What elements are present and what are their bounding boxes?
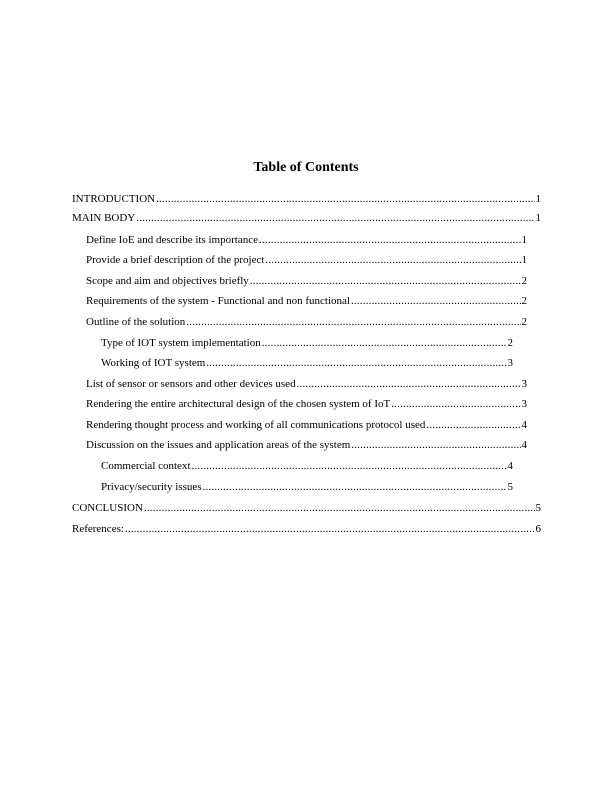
toc-page-number: 4 [507,460,513,472]
toc-entry-text: Define IoE and describe its importance [86,234,258,246]
toc-entry-sensors-list[interactable] [86,377,527,391]
toc-page-number: 1 [535,212,541,224]
toc-entry-scope-aim[interactable] [86,274,527,288]
toc-page-number: 5 [507,481,513,493]
toc-entry-references[interactable] [72,522,541,536]
toc-entry-privacy-security[interactable] [101,480,513,494]
dot-leader [192,459,507,473]
dot-leader [125,522,535,536]
toc-entry-text: List of sensor or sensors and other devices used [86,378,296,390]
toc-page-number: 1 [535,193,541,205]
toc-title: Table of Contents [253,160,359,175]
toc-page-number: 2 [521,295,527,307]
toc-page-number: 2 [521,316,527,328]
toc-entry-text: Rendering the entire architectural design of the chosen system of IoT [86,398,391,410]
toc-entry-conclusion[interactable] [72,501,541,515]
dot-leader [203,480,507,494]
toc-entry-text: INTRODUCTION [72,193,156,205]
toc-entry-text: Type of IOT system implementation [101,337,261,349]
toc-page-number: 2 [507,337,513,349]
dot-leader [351,294,521,308]
dot-leader [351,438,520,452]
toc-entry-text: CONCLUSION [72,502,143,514]
toc-entry-text: Requirements of the system - Functional and non functional [86,295,350,307]
toc-page-number: 6 [535,523,541,535]
toc-entry-text: Commercial context [101,460,191,472]
toc-entry-issues-applications[interactable] [86,438,527,452]
toc-entry-architectural-design[interactable] [86,397,527,411]
dot-leader [426,418,520,432]
toc-entry-commercial-context[interactable] [101,459,513,473]
toc-entry-requirements[interactable] [86,294,527,308]
toc-entry-define-ioe[interactable] [86,233,527,247]
toc-page-number: 4 [521,419,527,431]
toc-entry-text: Working of IOT system [101,357,206,369]
toc-entry-iot-implementation[interactable] [101,336,513,350]
dot-leader [250,274,521,288]
toc-page-number: 4 [521,439,527,451]
toc-page-number: 1 [521,254,527,266]
toc-entry-text: Scope and aim and objectives briefly [86,275,249,287]
toc-entry-text: Privacy/security issues [101,481,202,493]
dot-leader [144,501,535,515]
toc-entry-working-iot[interactable] [101,356,513,370]
toc-entry-text: MAIN BODY [72,212,136,224]
toc-entry-text: Outline of the solution [86,316,186,328]
dot-leader [206,356,506,370]
dot-leader [186,315,520,329]
toc-entry-main-body[interactable] [72,211,541,225]
toc-entry-communication-protocols[interactable] [86,418,527,432]
toc-entry-outline-solution[interactable] [86,315,527,329]
toc-entry-project-description[interactable] [86,253,527,267]
toc-entry-text: Rendering thought process and working of all communications protocol used [86,419,426,431]
dot-leader [262,336,507,350]
toc-page-number: 1 [521,234,527,246]
dot-leader [391,397,520,411]
dot-leader [156,192,534,206]
dot-leader [297,377,521,391]
toc-page-number: 3 [521,398,527,410]
dot-leader [265,253,520,267]
dot-leader [259,233,521,247]
toc-page-number: 2 [521,275,527,287]
toc-entry-introduction[interactable] [72,192,541,206]
toc-entry-text: Discussion on the issues and application areas of the system [86,439,351,451]
toc-page-number: 3 [507,357,513,369]
toc-page-number: 3 [521,378,527,390]
toc-entry-text: Provide a brief description of the project [86,254,265,266]
dot-leader [136,211,534,225]
toc-entry-text: References: [72,523,124,535]
toc-page-number: 5 [535,502,541,514]
